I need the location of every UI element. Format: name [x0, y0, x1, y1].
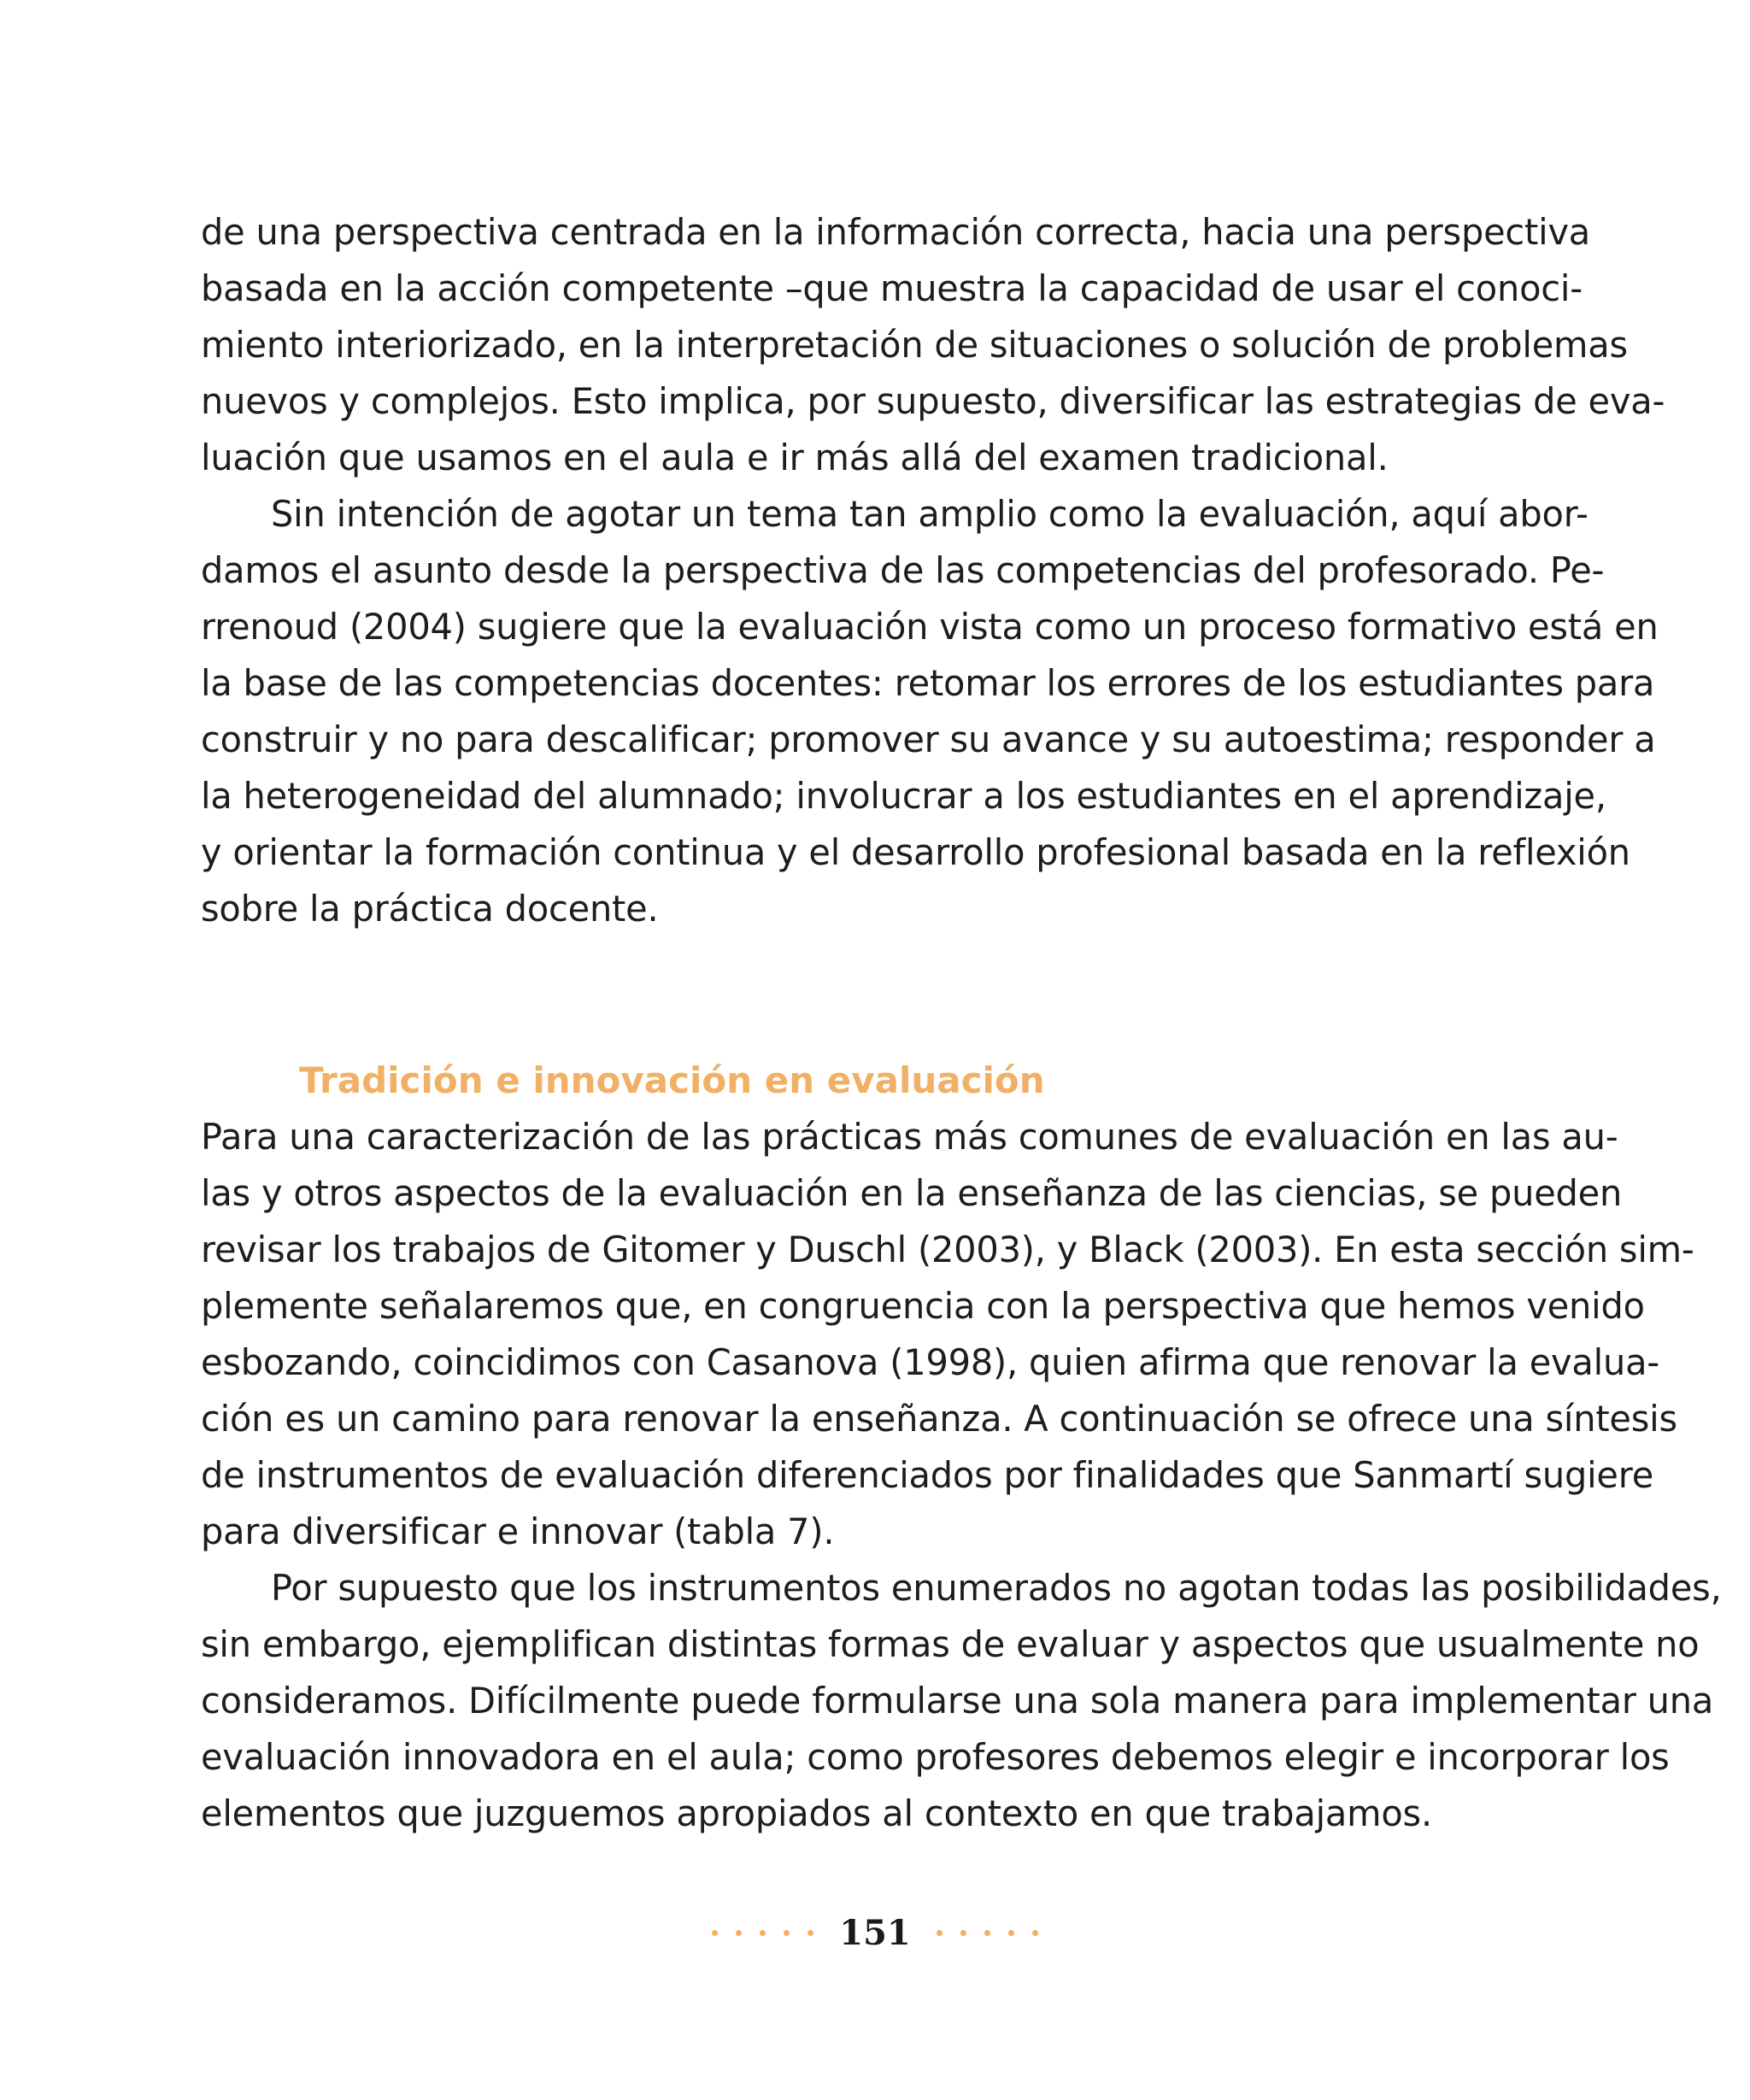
dot-ornament — [960, 1930, 966, 1936]
paragraph-line: sobre la práctica docente. — [201, 888, 659, 930]
paragraph-line: Sin intención de agotar un tema tan amplio como la evaluación, aquí abor- — [271, 493, 1589, 535]
dot-ornament — [1008, 1930, 1014, 1936]
dot-ornament — [807, 1930, 813, 1936]
paragraph-line: plemente señalaremos que, en congruencia con la perspectiva que hemos venido — [201, 1285, 1645, 1327]
dot-ornament — [736, 1930, 742, 1936]
paragraph-line: sin embargo, ejemplifican distintas formas de evaluar y aspectos que usualmente no — [201, 1623, 1700, 1665]
paragraph-line: damos el asunto desde la perspectiva de las competencias del profesorado. Pe- — [201, 549, 1605, 591]
page-number: 151 — [839, 1912, 911, 1953]
paragraph-line: las y otros aspectos de la evaluación en la enseñanza de las ciencias, se pueden — [201, 1172, 1623, 1214]
paragraph-line: la base de las competencias docentes: retomar los errores de los estudiantes para — [201, 662, 1655, 704]
dot-ornament — [760, 1930, 766, 1936]
dot-ornament — [984, 1930, 990, 1936]
paragraph-line: revisar los trabajos de Gitomer y Duschl (2003), y Black (2003). En esta sección sim- — [201, 1229, 1694, 1270]
paragraph-line: esbozando, coincidimos con Casanova (1998), quien afirma que renovar la evalua- — [201, 1341, 1660, 1383]
dot-leader-right — [937, 1930, 1038, 1936]
dot-ornament — [1032, 1930, 1038, 1936]
paragraph-line: evaluación innovadora en el aula; como profesores debemos elegir e incorporar los — [201, 1736, 1670, 1778]
dot-ornament — [712, 1930, 718, 1936]
paragraph-line: nuevos y complejos. Esto implica, por supuesto, diversificar las estrategias de eva- — [201, 380, 1665, 422]
paragraph-line: miento interiorizado, en la interpretación de situaciones o solución de problemas — [201, 324, 1628, 366]
paragraph-line: de una perspectiva centrada en la información correcta, hacia una perspectiva — [201, 211, 1591, 253]
paragraph-line: de instrumentos de evaluación diferenciados por finalidades que Sanmartí sugiere — [201, 1454, 1654, 1496]
paragraph-line: construir y no para descalificar; promover su avance y su autoestima; responder a — [201, 719, 1656, 760]
paragraph-line: elementos que juzguemos apropiados al contexto en que trabajamos. — [201, 1792, 1432, 1834]
paragraph-line: consideramos. Difícilmente puede formularse una sola manera para implementar una — [201, 1680, 1714, 1722]
section-heading: Tradición e innovación en evaluación — [299, 1059, 1045, 1101]
paragraph-line: Por supuesto que los instrumentos enumerados no agotan todas las posibilidades, — [271, 1567, 1722, 1609]
paragraph-line: luación que usamos en el aula e ir más allá del examen tradicional. — [201, 437, 1389, 478]
paragraph-line: Para una caracterización de las prácticas más comunes de evaluación en las au- — [201, 1116, 1618, 1158]
paragraph-line: para diversificar e innovar (tabla 7). — [201, 1510, 835, 1552]
dot-ornament — [937, 1930, 943, 1936]
paragraph-line: rrenoud (2004) sugiere que la evaluación vista como un proceso formativo está en — [201, 606, 1659, 648]
page-footer — [0, 1907, 1750, 1958]
dot-ornament — [784, 1930, 790, 1936]
paragraph-line: ción es un camino para renovar la enseñanza. A continuación se ofrece una síntesis — [201, 1398, 1677, 1440]
paragraph-line: y orientar la formación continua y el desarrollo profesional basada en la reflexión — [201, 831, 1630, 873]
paragraph-line: basada en la acción competente –que muestra la capacidad de usar el conoci- — [201, 267, 1583, 309]
dot-leader-left — [712, 1930, 813, 1936]
paragraph-line: la heterogeneidad del alumnado; involucrar a los estudiantes en el aprendizaje, — [201, 775, 1606, 817]
